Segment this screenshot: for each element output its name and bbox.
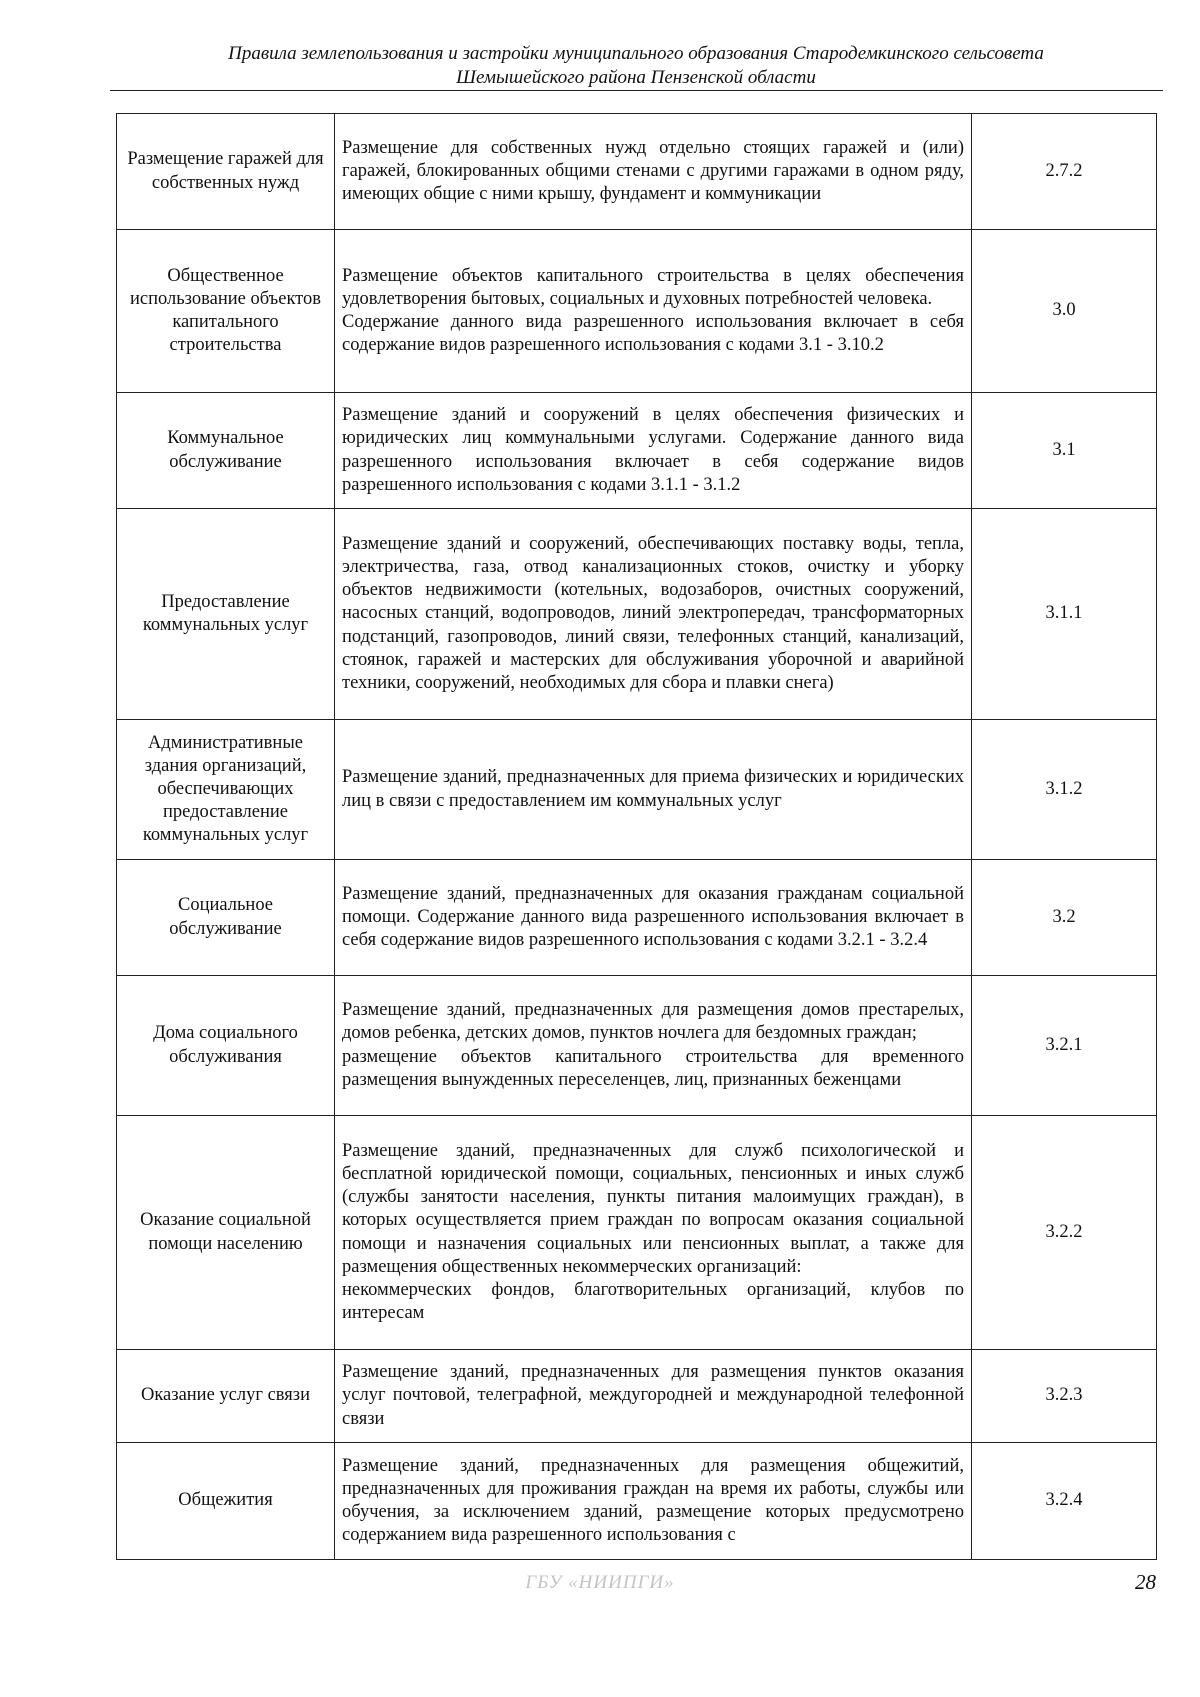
page-number: 28	[1135, 1570, 1156, 1594]
use-code-cell: 3.0	[972, 230, 1157, 393]
use-name-cell: Общежития	[117, 1443, 335, 1560]
use-code-cell: 2.7.2	[972, 114, 1157, 230]
use-code-cell: 3.1	[972, 393, 1157, 509]
description-paragraph: Размещение зданий, предназначенных для приема физических и юридических лиц в связи с предоставлением им коммунальных услуг	[342, 767, 964, 811]
use-code-cell: 3.2.1	[972, 976, 1157, 1116]
header-title-line-1: Правила землепользования и застройки муниципального образования Стародемкинского сельсовета	[228, 43, 1044, 64]
use-code-cell: 3.1.2	[972, 720, 1157, 860]
description-paragraph: Размещение зданий, предназначенных для служб психологической и бесплатной юридической помощи, социальных, пенсионных и иных служб (службы занятости населения, пункты питания малоимущих граждан), в которых осуществляется прием граждан по вопросам оказания социальной помощи и назначения социальных или пенсионных выплат, а также для размещения общественных некоммерческих организаций:	[342, 1141, 964, 1277]
use-name-cell: Предоставление коммунальных услуг	[117, 509, 335, 720]
description-paragraph: Размещение зданий, предназначенных для размещения пунктов оказания услуг почтовой, телеграфной, междугородней и международной телефонной связи	[342, 1362, 964, 1429]
use-code-cell: 3.2	[972, 860, 1157, 976]
use-code-cell: 3.2.4	[972, 1443, 1157, 1560]
use-description-cell	[335, 114, 972, 230]
description-paragraph: Размещение зданий, предназначенных для оказания гражданам социальной помощи. Содержание данного вида разрешенного использования включает в себя содержание видов разрешенного использования с кодами 3.2.1 - 3.2.4	[342, 883, 964, 951]
use-code-cell: 3.1.1	[972, 509, 1157, 720]
header-divider	[110, 90, 1163, 91]
description-paragraph: Размещение для собственных нужд отдельно стоящих гаражей и (или) гаражей, блокированных общими стенами с другими гаражами в одном ряду, имеющих общие с ними крышу, фундамент и коммуникации	[342, 137, 964, 205]
land-use-table	[116, 113, 1157, 1560]
use-name-cell: Коммунальное обслуживание	[117, 393, 335, 509]
use-code-cell: 3.2.2	[972, 1116, 1157, 1350]
use-name-cell: Общественное использование объектов капитального строительства	[117, 230, 335, 393]
use-description-cell	[335, 976, 972, 1116]
use-name-cell: Административные здания организаций, обеспечивающих предоставление коммунальных услуг	[117, 720, 335, 860]
header-title-line-2: Шемышейского района Пензенской области	[456, 67, 816, 88]
table-row	[117, 1350, 1157, 1443]
table-row	[117, 1443, 1157, 1560]
table-row	[117, 509, 1157, 720]
table-row	[117, 1116, 1157, 1350]
use-name-cell: Социальное обслуживание	[117, 860, 335, 976]
description-paragraph: Размещение зданий и сооружений в целях обеспечения физических и юридических лиц коммунальными услугами. Содержание данного вида разрешенного использования включает в себя содержание видов разрешенного использования с кодами 3.1.1 - 3.1.2	[342, 405, 964, 495]
table-row	[117, 230, 1157, 393]
use-name-cell: Оказание социальной помощи населению	[117, 1116, 335, 1350]
use-description-cell	[335, 1350, 972, 1443]
page-header	[110, 42, 1162, 90]
description-paragraph: размещение объектов капитального строительства для временного размещения вынужденных переселенцев, лиц, признанных беженцами	[342, 1046, 964, 1090]
table-row	[117, 976, 1157, 1116]
description-paragraph: Содержание данного вида разрешенного использования включает в себя содержание видов разрешенного использования с кодами 3.1 - 3.10.2	[342, 312, 964, 356]
use-description-cell	[335, 1116, 972, 1350]
use-description-cell	[335, 1443, 972, 1560]
use-description-cell	[335, 230, 972, 393]
description-paragraph: некоммерческих фондов, благотворительных организаций, клубов по интересам	[342, 1279, 964, 1323]
description-paragraph: Размещение зданий и сооружений, обеспечивающих поставку воды, тепла, электричества, газа, отвод канализационных стоков, очистку и уборку объектов недвижимости (котельных, водозаборов, очистных сооружений, насосных станций, водопроводов, линий электропередач, трансформаторных подстанций, газопроводов, линий связи, телефонных станций, канализаций, стоянок, гаражей и мастерских для обслуживания уборочной и аварийной техники, сооружений, необходимых для сбора и плавки снега)	[342, 534, 964, 693]
footer-organization: ГБУ «НИИПГИ»	[525, 1572, 675, 1593]
table-row	[117, 393, 1157, 509]
description-paragraph: Размещение зданий, предназначенных для размещения домов престарелых, домов ребенка, детских домов, пунктов ночлега для бездомных граждан;	[342, 1000, 964, 1044]
description-paragraph: Размещение зданий, предназначенных для размещения общежитий, предназначенных для проживания граждан на время их работы, службы или обучения, за исключением зданий, размещение которых предусмотрено содержанием вида разрешенного использования с	[342, 1455, 964, 1546]
use-code-cell: 3.2.3	[972, 1350, 1157, 1443]
use-name-cell: Дома социального обслуживания	[117, 976, 335, 1116]
use-description-cell	[335, 393, 972, 509]
use-description-cell	[335, 720, 972, 860]
table-row	[117, 720, 1157, 860]
use-name-cell: Размещение гаражей для собственных нужд	[117, 114, 335, 230]
use-name-cell: Оказание услуг связи	[117, 1350, 335, 1443]
use-description-cell	[335, 509, 972, 720]
table-row	[117, 860, 1157, 976]
description-paragraph: Размещение объектов капитального строительства в целях обеспечения удовлетворения бытовых, социальных и духовных потребностей человека.	[342, 265, 964, 309]
table-row	[117, 114, 1157, 230]
use-description-cell	[335, 860, 972, 976]
